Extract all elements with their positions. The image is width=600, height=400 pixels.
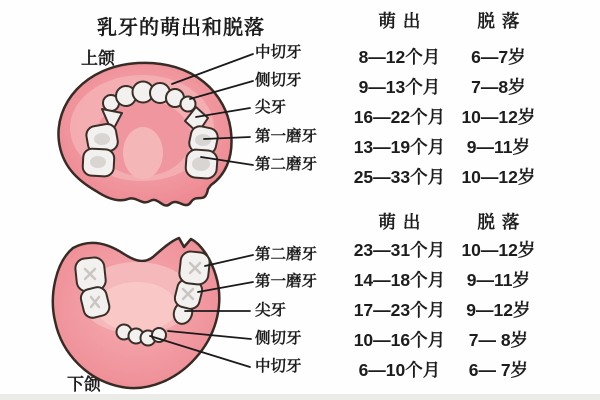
- table-row: [342, 325, 540, 355]
- lower-jaw-illustration: [45, 235, 230, 393]
- table-cell: 7—8岁: [471, 77, 526, 97]
- lower-tooth-label-first-molar: 第一磨牙: [255, 273, 318, 290]
- table-cell: 10—12岁: [461, 240, 536, 260]
- lower-eruption-shedding-table: [342, 209, 540, 399]
- table-row: [342, 235, 540, 265]
- upper-table-header-row: [342, 8, 540, 34]
- lower-tooth-label-canine: 尖牙: [255, 302, 287, 319]
- table-cell: 6—10个月: [358, 360, 441, 380]
- table-cell: 8—12个月: [358, 47, 441, 67]
- table-cell: 9—12岁: [466, 300, 531, 320]
- lower-column-header-eruption: 萌出: [378, 212, 428, 232]
- table-row: [342, 355, 540, 385]
- upper-column-header-shedding: 脱落: [477, 11, 527, 31]
- table-cell: 16—22个月: [353, 107, 446, 127]
- table-row: [342, 295, 540, 325]
- page-title: 乳牙的萌出和脱落: [97, 17, 265, 39]
- lower-tooth-label-lateral-incisor: 侧切牙: [255, 330, 302, 347]
- lower-column-header-shedding: 脱落: [477, 212, 527, 232]
- table-cell: 25—33个月: [353, 167, 446, 187]
- table-cell: 17—23个月: [353, 300, 446, 320]
- table-cell: 13—19个月: [353, 137, 446, 157]
- table-cell: 9—11岁: [466, 270, 531, 290]
- upper-palate-highlight: [123, 127, 163, 179]
- table-cell: 10—16个月: [353, 330, 446, 350]
- upper-tooth-label-canine: 尖牙: [255, 99, 287, 116]
- upper-column-header-eruption: 萌出: [378, 11, 428, 31]
- table-cell: 10—12岁: [461, 107, 536, 127]
- bottom-edge-strip: [0, 394, 600, 400]
- upper-tooth-label-first-molar: 第一磨牙: [255, 128, 318, 145]
- table-row: [342, 132, 540, 162]
- lower-tooth-label-second-molar: 第二磨牙: [255, 246, 318, 263]
- table-row: [342, 162, 540, 192]
- upper-jaw-label: 上颌: [81, 49, 115, 68]
- upper-eruption-shedding-table: [342, 8, 540, 198]
- upper-tooth-label-second-molar: 第二磨牙: [255, 156, 318, 173]
- table-row: [342, 102, 540, 132]
- upper-tooth-label-central-incisor: 中切牙: [255, 44, 302, 61]
- lower-table-header-row: [342, 209, 540, 235]
- lower-jaw-label: 下颌: [67, 375, 101, 394]
- table-row: [342, 72, 540, 102]
- upper-tooth-label-lateral-incisor: 侧切牙: [255, 72, 302, 89]
- table-cell: 6—7岁: [471, 47, 526, 67]
- table-row: [342, 265, 540, 295]
- table-cell: 9—13个月: [358, 77, 441, 97]
- table-row: [342, 42, 540, 72]
- table-cell: 9—11岁: [466, 137, 531, 157]
- table-cell: 7— 8岁: [468, 330, 529, 350]
- upper-jaw-illustration: [45, 58, 240, 213]
- lower-tooth-label-central-incisor: 中切牙: [255, 358, 302, 375]
- table-cell: 10—12岁: [461, 167, 536, 187]
- table-cell: 14—18个月: [353, 270, 446, 290]
- tooth-lower-incisor-4: [152, 328, 166, 342]
- table-cell: 23—31个月: [353, 240, 446, 260]
- table-cell: 6— 7岁: [468, 360, 529, 380]
